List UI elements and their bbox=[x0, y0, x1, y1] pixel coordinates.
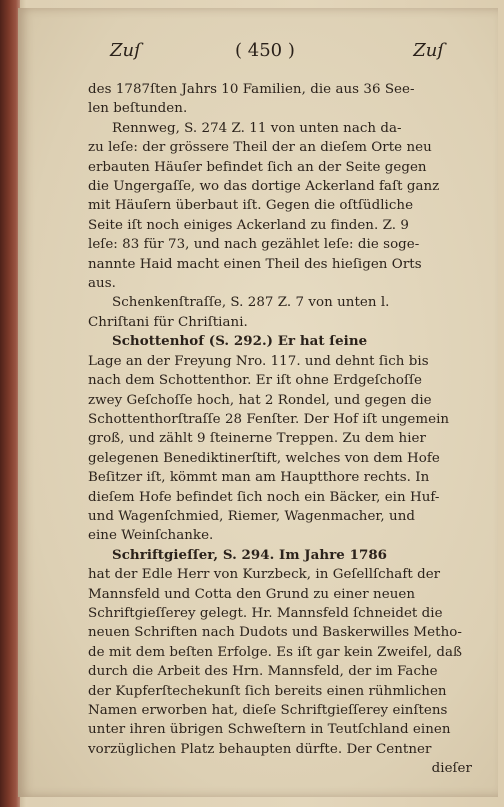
running-head-right: Zuſ bbox=[413, 40, 444, 61]
text-line: Schottenthorſtraſſe 28 Fenſter. Der Hof iſt ungemein bbox=[88, 411, 450, 427]
text-line: nannte Haid macht einen Theil des hieſigen Orts bbox=[88, 256, 422, 272]
text-line: neuen Schriften nach Dudots und Baskerwilles Metho- bbox=[88, 625, 462, 641]
text-line: aus. bbox=[88, 276, 116, 292]
body-text bbox=[88, 80, 478, 779]
catchword: dieſer bbox=[431, 761, 472, 777]
text-line: len beſtunden. bbox=[88, 101, 188, 117]
text-line: dieſem Hofe befindet ſich noch ein Bäcker, ein Huf- bbox=[88, 489, 440, 505]
text-line: Namen erworben hat, dieſe Schriftgieſſerey einſtens bbox=[88, 703, 448, 718]
text-line: Chriſtani für Chriſtiani. bbox=[88, 314, 248, 330]
text-line: Schriftgieſſer, S. 294. Im Jahre 1786 bbox=[112, 546, 388, 563]
text-line: Seite iſt noch einiges Ackerland zu finden. Z. 9 bbox=[88, 217, 409, 233]
text-line: erbauten Häuſer befindet ſich an der Seite gegen bbox=[88, 159, 427, 175]
running-head bbox=[110, 40, 444, 74]
text-line: Rennweg, S. 274 Z. 11 von unten nach da- bbox=[112, 120, 402, 136]
text-line: und Wagenſchmied, Riemer, Wagenmacher, und bbox=[88, 508, 415, 524]
text-line: Beſitzer iſt, kömmt man am Hauptthore rechts. In bbox=[88, 470, 430, 486]
text-line: des 1787ſten Jahrs 10 Familien, die aus 36 See- bbox=[88, 82, 415, 97]
text-line: Lage an der Freyung Nro. 117. und dehnt ſich bis bbox=[88, 353, 429, 369]
text-line: Schriftgieſſerey gelegt. Hr. Mannsfeld ſchneidet die bbox=[88, 605, 443, 621]
text-line: gelegenen Benediktinerſtift, welches von dem Hofe bbox=[88, 450, 440, 466]
text-line: groß, und zählt 9 ſteinerne Treppen. Zu dem hier bbox=[88, 431, 426, 447]
book-spine bbox=[0, 0, 20, 807]
page-number: ( 450 ) bbox=[235, 40, 295, 61]
text-line: hat der Edle Herr von Kurzbeck, in Geſellſchaft der bbox=[88, 567, 441, 583]
text-line: nach dem Schottenthor. Er iſt ohne Erdgeſchoſſe bbox=[88, 373, 422, 389]
text-line: vorzüglichen Platz behaupten dürfte. Der Centner bbox=[88, 741, 432, 757]
text-line: zwey Geſchoſſe hoch, hat 2 Rondel, und gegen die bbox=[88, 392, 432, 408]
text-line: leſe: 83 für 73, und nach gezählet leſe: die soge- bbox=[88, 237, 420, 253]
text-line: unter ihren übrigen Schweſtern in Teutſchland einen bbox=[88, 722, 451, 738]
text-line: die Ungergaſſe, wo das dortige Ackerland faſt ganz bbox=[88, 179, 440, 195]
text-line: der Kupferſtechekunſt ſich bereits einen rühmlichen bbox=[88, 683, 447, 699]
text-line: Schenkenſtraſſe, S. 287 Z. 7 von unten l. bbox=[112, 295, 390, 311]
text-line: zu leſe: der grössere Theil der an dieſem Orte neu bbox=[88, 140, 432, 156]
running-head-left: Zuſ bbox=[110, 40, 141, 61]
text-line: Mannsfeld und Cotta den Grund zu einer neuen bbox=[88, 586, 416, 602]
text-line: Schottenhof (S. 292.) Er hat ſeine bbox=[112, 333, 368, 350]
text-line: mit Häuſern überbaut iſt. Gegen die oſtſüdliche bbox=[88, 198, 414, 214]
text-line: durch die Arbeit des Hrn. Mannsfeld, der im Fache bbox=[88, 664, 438, 680]
text-line: eine Weinſchanke. bbox=[88, 528, 214, 544]
text-line: de mit dem beſten Erfolge. Es iſt gar kein Zweifel, daß bbox=[88, 644, 463, 660]
